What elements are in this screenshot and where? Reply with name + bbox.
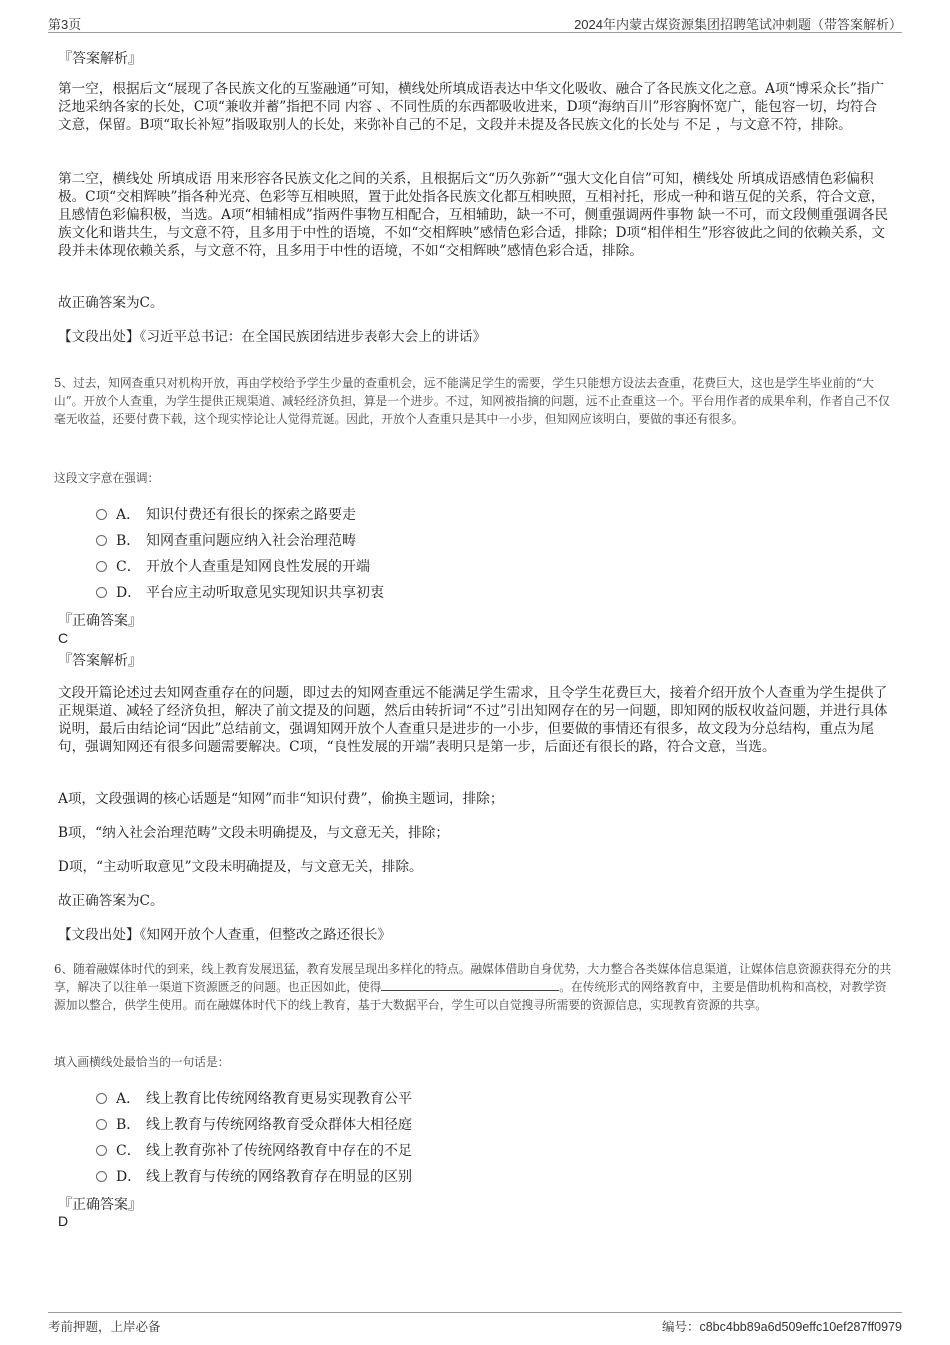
- analysis-label: 『答案解析』: [58, 653, 142, 669]
- option-text: 线上教育比传统网络教育更易实现教育公平: [146, 1091, 412, 1107]
- option-a[interactable]: [96, 504, 356, 524]
- page-number: 第3页: [48, 17, 82, 32]
- option-text: 知识付费还有很长的探索之路要走: [146, 507, 356, 523]
- option-letter: D．: [116, 1169, 142, 1185]
- radio-icon[interactable]: [96, 509, 107, 520]
- option-b[interactable]: [96, 1114, 412, 1134]
- option-letter: D．: [116, 585, 142, 601]
- stem-before-blank: 6、随着融媒体时代的到来，线上教育发展迅猛，教育发展呈现出多样化的特点。融媒体借助自身优势，大力整合各类媒体信息渠道，让媒体信息资源获得充分的共享，解决了以往单一渠道下资源匮乏的问题。也正因如此，使得: [54, 962, 892, 994]
- analysis-option-a: A项，文段强调的核心话题是“知网”而非“知识付费”，偷换主题词，排除；: [58, 791, 504, 807]
- option-text: 平台应主动听取意见实现知识共享初衷: [146, 585, 384, 601]
- fill-blank: [381, 980, 559, 991]
- option-c[interactable]: [96, 556, 370, 576]
- option-letter: C．: [116, 559, 141, 575]
- conclusion: 故正确答案为C。: [58, 893, 164, 909]
- option-letter: B．: [116, 1117, 141, 1133]
- option-letter: A．: [116, 1091, 141, 1107]
- correct-answer: D: [58, 1213, 69, 1229]
- document-id: 编号：c8bc4bb89a6d509effc10ef287ff0979: [661, 1320, 902, 1334]
- page-header: [48, 12, 902, 33]
- option-a[interactable]: [96, 1088, 412, 1108]
- option-text: 知网查重问题应纳入社会治理范畴: [146, 533, 356, 549]
- analysis-paragraph: 文段开篇论述过去知网查重存在的问题，即过去的知网查重远不能满足学生需求，且令学生花费巨大，接着介绍开放个人查重为学生提供了正规渠道、减轻了经济负担，解决了前文提及的问题，然后由转折词“不过”引出知网存在的另一问题，即知网的版权收益问题，并进行具体说明，最后由结论词“因此”总结前文，强调知网开放个人查重只是进步的一小步，但要做的事情还有很多，故文段为分总结构，重点为尾句，强调知网还有很多问题需要解决。C项，“良性发展的开端”表明只是第一步，后面还有很长的路，符合文意，当选。: [58, 685, 888, 755]
- option-b[interactable]: [96, 530, 356, 550]
- option-letter: B．: [116, 533, 141, 549]
- radio-icon[interactable]: [96, 1145, 107, 1156]
- radio-icon[interactable]: [96, 561, 107, 572]
- document-title: 2024年内蒙古煤资源集团招聘笔试冲刺题（带答案解析）: [574, 17, 902, 32]
- footer-slogan: 考前押题，上岸必备: [48, 1320, 161, 1334]
- analysis-paragraph: 第一空，根据后文“展现了各民族文化的互鉴融通”可知，横线处所填成语表达中华文化吸收、融合了各民族文化之意。A项“博采众长”指广泛地采纳各家的长处，C项“兼收并蓄”指把不同 内容 、不同性质的东西都吸收进来，D项“海纳百川”形容胸怀宽广，能包容一切，均符合文意，保留。B项“取长补短”指吸取别人的长处，来弥补自己的不足，文段并未提及各民族文化的长处与 不足 ，与文意不符，排除。: [58, 81, 885, 133]
- source-citation: 【文段出处】《习近平总书记：在全国民族团结进步表彰大会上的讲话》: [58, 329, 487, 345]
- option-text: 线上教育与传统网络教育受众群体大相径庭: [146, 1117, 412, 1133]
- radio-icon[interactable]: [96, 1171, 107, 1182]
- analysis-option-b: B项，“纳入社会治理范畴”文段未明确提及，与文意无关，排除；: [58, 825, 449, 841]
- correct-answer-label: 『正确答案』: [58, 1197, 142, 1213]
- option-text: 线上教育与传统的网络教育存在明显的区别: [146, 1169, 412, 1185]
- conclusion: 故正确答案为C。: [58, 295, 164, 311]
- analysis-option-d: D项，“主动听取意见”文段未明确提及，与文意无关，排除。: [58, 859, 423, 875]
- option-letter: C．: [116, 1143, 141, 1159]
- analysis-paragraph: 第二空，横线处 所填成语 用来形容各民族文化之间的关系，且根据后文“历久弥新”“强大文化自信”可知，横线处 所填成语感情色彩偏积极。C项“交相辉映”指各种光亮、色彩等互相映照，置于此处指各民族文化都互相映照，互相衬托，形成一种和谐互促的关系，符合文意，且感情色彩偏积极，当选。A项“相辅相成”指两件事物互相配合，互相辅助，缺一不可，侧重强调两件事物 缺一不可，而文段侧重强调各民族文化和谐共生，与文意不符，且多用于中性的语境，不如“交相辉映”感情色彩合适，排除；D项“相伴相生”形容彼此之间的依赖关系，文段并未体现依赖关系，与文意不符，且多用于中性的语境，不如“交相辉映”感情色彩合适，排除。: [58, 171, 889, 259]
- option-c[interactable]: [96, 1140, 412, 1160]
- question-prompt: 填入画横线处最恰当的一句话是：: [54, 1055, 230, 1069]
- question-prompt: 这段文字意在强调：: [54, 471, 160, 485]
- radio-icon[interactable]: [96, 1093, 107, 1104]
- question-stem: 5、过去，知网查重只对机构开放，再由学校给予学生少量的查重机会，远不能满足学生的需要，学生只能想方设法去查重，花费巨大，这也是学生毕业前的“大山”。开放个人查重，为学生提供正规渠道、减轻经济负担，算是一个进步。不过，知网被指摘的问题，远不止查重这一个。平台用作者的成果牟利，作者自己不仅毫无收益，还要付费下载，这个现实悖论让人觉得荒诞。因此，开放个人查重只是其中一小步，但知网应该明白，要做的事还有很多。: [54, 376, 890, 426]
- radio-icon[interactable]: [96, 1119, 107, 1130]
- radio-icon[interactable]: [96, 587, 107, 598]
- correct-answer-label: 『正确答案』: [58, 613, 142, 629]
- analysis-label: 『答案解析』: [58, 51, 142, 67]
- option-text: 线上教育弥补了传统网络教育中存在的不足: [146, 1143, 412, 1159]
- option-d[interactable]: [96, 1166, 412, 1186]
- correct-answer: C: [58, 630, 69, 646]
- question-stem: [54, 960, 896, 1014]
- option-d[interactable]: [96, 582, 384, 602]
- source-citation: 【文段出处】《知网开放个人查重，但整改之路还很长》: [58, 927, 392, 943]
- radio-icon[interactable]: [96, 535, 107, 546]
- page-footer: [48, 1312, 902, 1335]
- option-text: 开放个人查重是知网良性发展的开端: [146, 559, 370, 575]
- option-letter: A．: [116, 507, 141, 523]
- stem-after-blank: 。在传统形式的网络教育中，主要是借助机构和高校，对教学资源加以整合，供学生使用。而在融媒体时代下的线上教育，基于大数据平台，学生可以自觉搜寻所需要的资源信息，实现教育资源的共享。: [54, 980, 887, 1012]
